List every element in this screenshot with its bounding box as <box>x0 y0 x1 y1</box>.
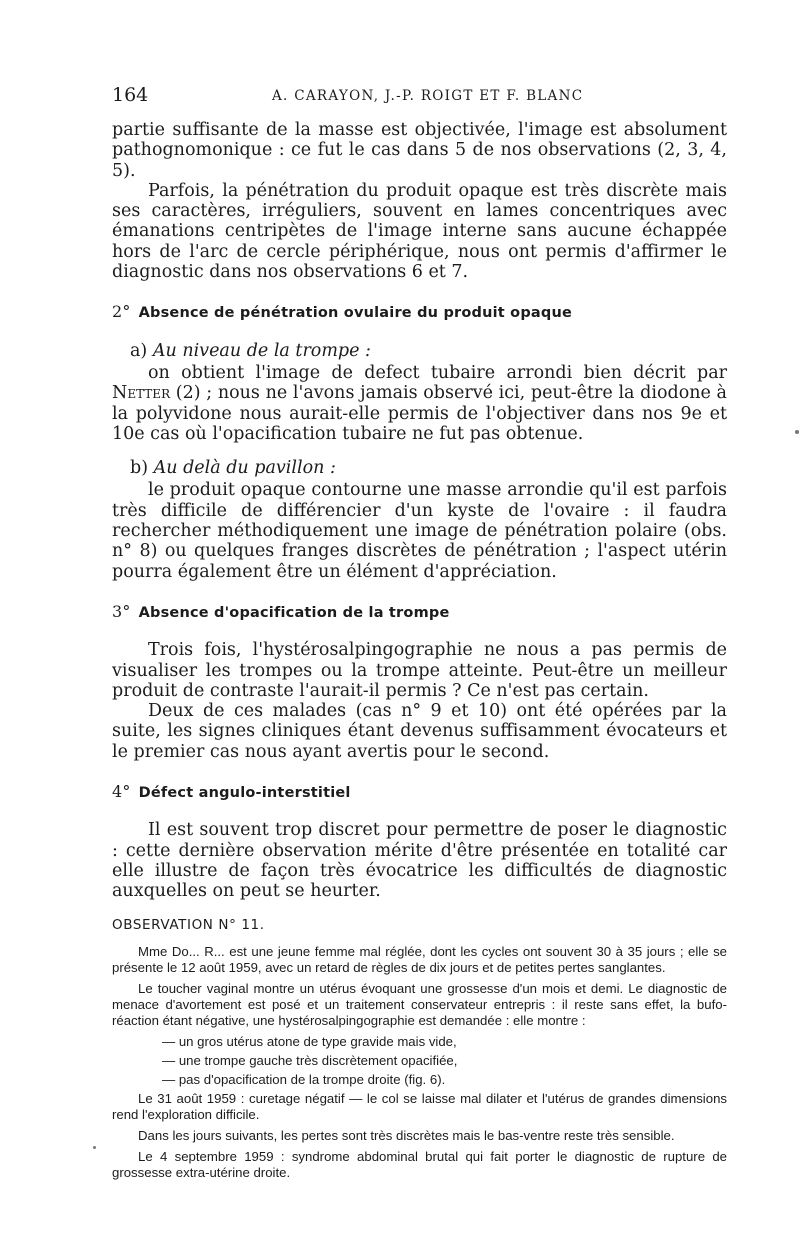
observation-paragraph: Mme Do... R... est une jeune femme mal réglée, dont les cycles ont souvent 30 à 35 jours ; elle se présente le 12 août 1959, avec un retard de règles de dix jours et de petites pertes sanglantes. <box>112 943 727 975</box>
section-number: 2° <box>112 302 131 322</box>
running-title: A. CARAYON, J.-P. ROIGT ET F. BLANC <box>272 88 584 104</box>
subsection-heading-b <box>130 458 727 478</box>
section-title: Défect angulo-interstitiel <box>138 785 351 802</box>
section-number: 4° <box>112 782 131 802</box>
author-name: Netter <box>112 383 171 404</box>
paragraph: Trois fois, l'hystérosalpingographie ne nous a pas permis de visualiser les trompes ou la trompe atteinte. Peut-être un meilleur produit de contraste l'aurait-il permis ? Ce n'est pas certain. <box>112 640 727 701</box>
observation-title: OBSERVATION N° 11. <box>112 916 265 933</box>
page-number: 164 <box>112 84 149 106</box>
text-run: on obtient l'image de defect tubaire arrondi bien décrit par <box>148 362 727 383</box>
subsection-heading-a <box>130 341 727 361</box>
scan-speck <box>93 1146 96 1149</box>
section-heading-2 <box>112 302 727 323</box>
scan-speck <box>795 430 799 434</box>
subsection-letter: a) <box>130 340 148 361</box>
observation-list-item: — un gros utérus atone de type gravide mais vide, <box>162 1033 457 1049</box>
section-number: 3° <box>112 601 131 621</box>
section-heading-4 <box>112 782 727 803</box>
observation-paragraph: Le toucher vaginal montre un utérus évoquant une grossesse d'un mois et demi. Le diagnostic de menace d'avortement est posé et un traitement conservateur entrepris : il reste sans effet, la bufo-réaction étant négative, une hystérosalpingographie est demandée : elle montre : <box>112 980 727 1028</box>
text-run: (2) ; nous ne l'avons jamais observé ici, peut-être la diodone à la polyvidone nous aurait-elle permis de l'objectiver dans nos 9e et 10e cas où l'opacification tubaire ne fut pas obtenue. <box>112 383 727 444</box>
paragraph: Deux de ces malades (cas n° 9 et 10) ont été opérées par la suite, les signes cliniques étant devenus suffisamment évocateurs et le premier cas nous ayant avertis pour le second. <box>112 701 727 762</box>
observation-list-item: — pas d'opacification de la trompe droite (fig. 6). <box>162 1071 446 1087</box>
page-header <box>112 84 730 106</box>
paragraph: Parfois, la pénétration du produit opaque est très discrète mais ses caractères, irréguliers, souvent en lames concentriques avec émanations centripètes de l'image interne sans aucune échappée hors de l'arc de cercle périphérique, nous ont permis d'affirmer le diagnostic dans nos observations 6 et 7. <box>112 180 727 283</box>
section-title: Absence de pénétration ovulaire du produit opaque <box>138 305 573 322</box>
paragraph: Il est souvent trop discret pour permettre de poser le diagnostic : cette dernière observation mérite d'être présentée en totalité car elle illustre de façon très évocatrice les difficultés de diagnostic auxquelles on peut se heurter. <box>112 820 727 902</box>
paragraph <box>112 363 727 444</box>
observation-paragraph: Dans les jours suivants, les pertes sont très discrètes mais le bas-ventre reste très sensible. <box>138 1127 675 1143</box>
subsection-title: Au delà du pavillon : <box>153 458 336 479</box>
subsection-title: Au niveau de la trompe : <box>152 340 371 361</box>
section-heading-3 <box>112 602 727 623</box>
observation-paragraph: Le 31 août 1959 : curetage négatif — le col se laisse mal dilater et l'utérus de grandes dimensions rend l'exploration difficile. <box>112 1090 727 1122</box>
paragraph-continuation: partie suffisante de la masse est objectivée, l'image est absolument pathognomonique : ce fut le cas dans 5 de nos observations (2, 3, 4, 5). <box>112 120 727 181</box>
subsection-letter: b) <box>130 458 149 479</box>
paragraph: le produit opaque contourne une masse arrondie qu'il est parfois très difficile de différencier d'un kyste de l'ovaire : il faudra rechercher méthodiquement une image de pénétration polaire (obs. n° 8) ou quelques franges discrètes de pénétration ; l'aspect utérin pourra également être un élément d'appréciation. <box>112 480 727 582</box>
main-text <box>112 120 727 1186</box>
observation-text <box>112 944 727 1181</box>
observation-list-item: — une trompe gauche très discrètement opacifiée, <box>162 1052 458 1068</box>
observation-paragraph: Le 4 septembre 1959 : syndrome abdominal brutal qui fait porter le diagnostic de rupture de grossesse extra-utérine droite. <box>112 1148 727 1180</box>
section-title: Absence d'opacification de la trompe <box>138 604 450 621</box>
